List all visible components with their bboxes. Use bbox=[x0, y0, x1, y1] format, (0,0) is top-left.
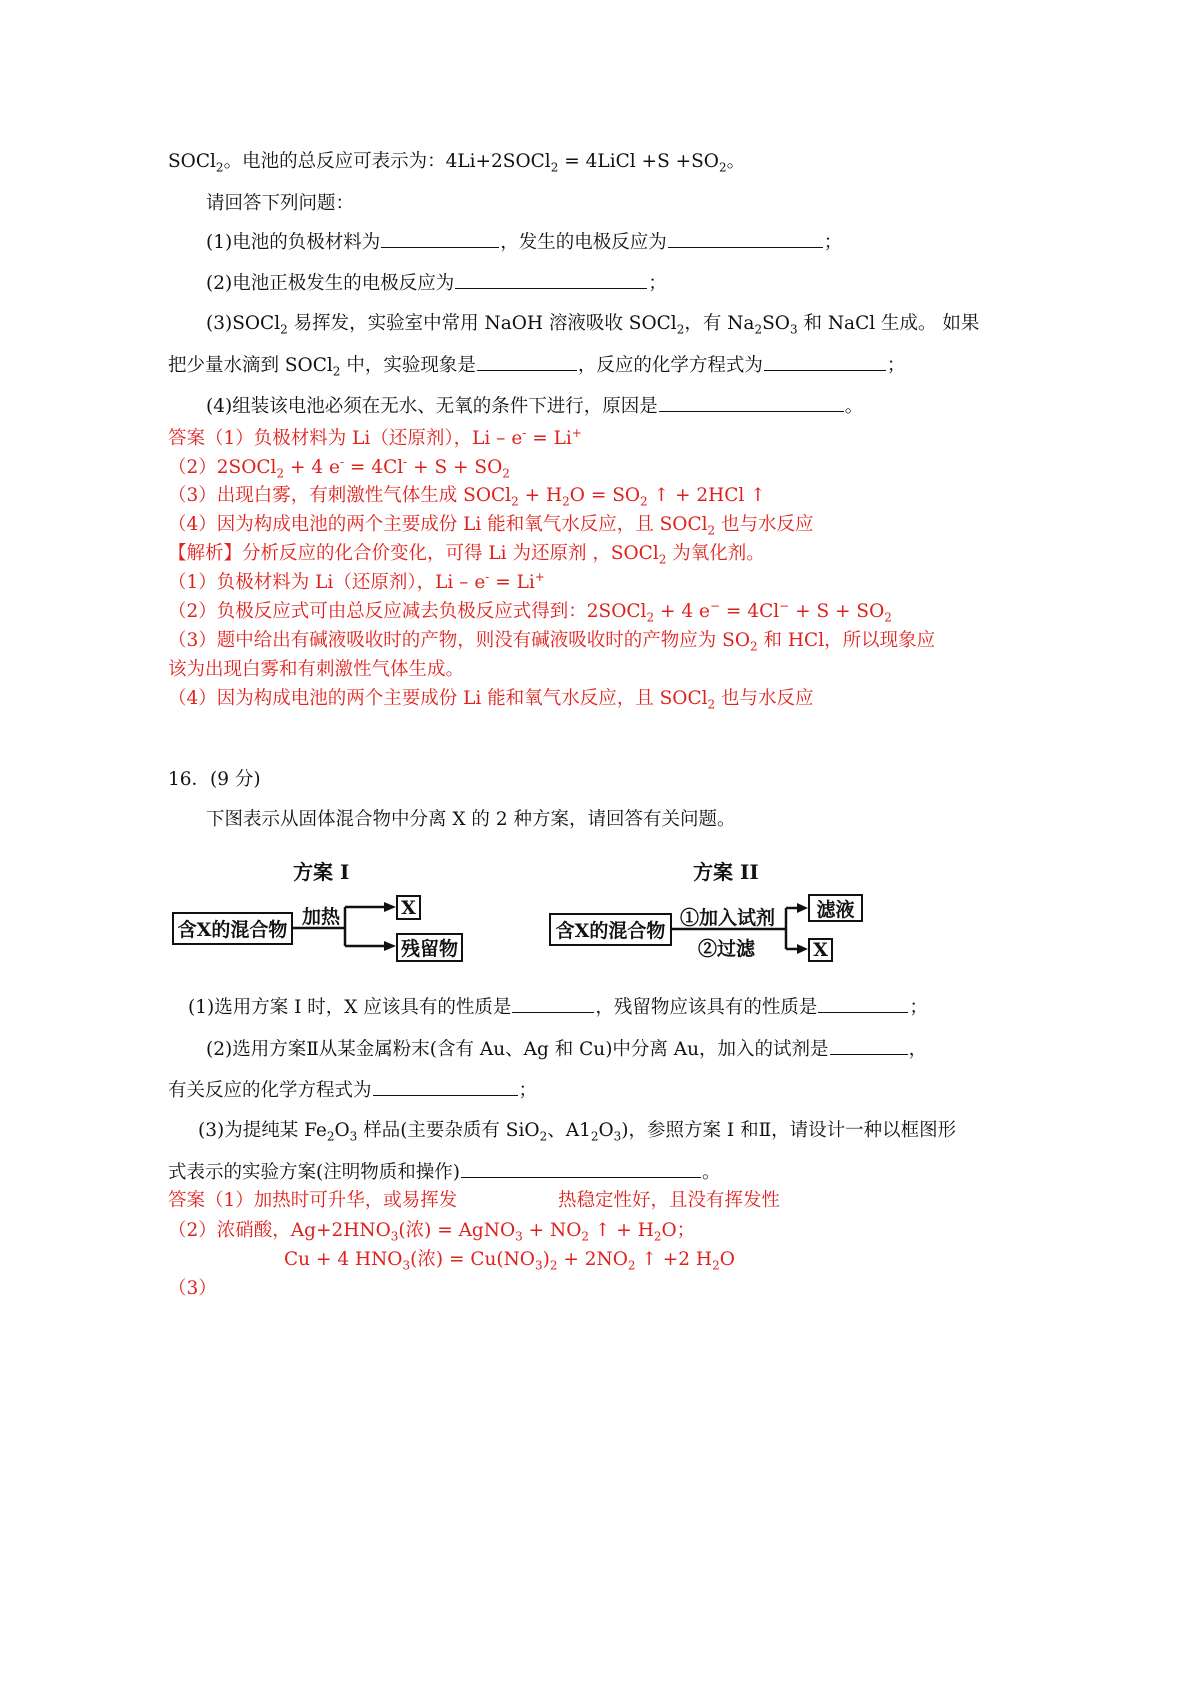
scheme2-filter-label: ②过滤 bbox=[698, 938, 756, 960]
q15-answer-line4: （4）因为构成电池的两个主要成份 Li 能和氧气水反应，且 SOCl$_2$ 也与水反应 bbox=[168, 514, 814, 538]
q16-answer-line1-right: 热稳定性好，且没有挥发性 bbox=[558, 1190, 781, 1211]
answer-blank[interactable] bbox=[461, 1160, 701, 1178]
scheme2-source-box: 含X的混合物 bbox=[549, 913, 672, 946]
q16-question-2-line1: (2)选用方案Ⅱ从某金属粉末(含有 Au、Ag 和 Cu)中分离 Au，加入的试剂是 ， bbox=[206, 1039, 928, 1060]
answer-blank[interactable] bbox=[659, 394, 844, 412]
q15-analysis-line1: 【解析】分析反应的化合价变化，可得 Li 为还原剂 ，SOCl$_2$ 为氧化剂。 bbox=[168, 543, 765, 567]
scheme2-output-x: X bbox=[808, 938, 833, 962]
q15-question-3-line1: (3)SOCl$_2$ 易挥发，实验室中常用 NaOH 溶液吸收 SOCl$_2$，有 $Na_2SO_3$ 和 NaCl 生成。 如果 bbox=[206, 313, 980, 337]
scheme1-source-box: 含X的混合物 bbox=[172, 912, 293, 945]
scheme1-title: 方案 I bbox=[293, 860, 350, 884]
q16-answer-line1: 答案（1）加热时可升华，或易挥发 bbox=[168, 1190, 458, 1211]
q16-intro: 下图表示从固体混合物中分离 X 的 2 种方案，请回答有关问题。 bbox=[206, 809, 736, 830]
answer-blank[interactable] bbox=[381, 230, 499, 248]
q15-analysis-line2: （1）负极材料为 Li（还原剂），Li – e- = Li+ bbox=[168, 569, 545, 593]
answer-blank[interactable] bbox=[455, 271, 647, 289]
answer-blank[interactable] bbox=[373, 1078, 518, 1096]
q16-question-1: (1)选用方案 I 时，X 应该具有的性质是 ，残留物应该具有的性质是 ； bbox=[188, 997, 928, 1018]
q16-answer-line4: （3） bbox=[168, 1278, 217, 1299]
answer-blank[interactable] bbox=[512, 995, 594, 1013]
q15-question-4: (4)组装该电池必须在无水、无氧的条件下进行，原因是 。 bbox=[206, 396, 864, 417]
q16-question-3-line2: 式表示的实验方案(注明物质和操作) 。 bbox=[168, 1162, 721, 1183]
q15-answer-line2: （2）2SOCl$_2$ + 4 $e^- = 4Cl^- + S + SO_2$ bbox=[168, 454, 510, 481]
q16-question-3-line1: (3)为提纯某 $Fe_2O_3$ 样品(主要杂质有 SiO$_2$、$A1_2O_3$)，参照方案 I 和Ⅱ，请设计一种以框图形 bbox=[198, 1120, 957, 1144]
q15-question-2: (2)电池正极发生的电极反应为 ； bbox=[206, 273, 667, 294]
q15-question-1: (1)电池的负极材料为 ，发生的电极反应为 ； bbox=[206, 232, 843, 253]
answer-blank[interactable] bbox=[477, 353, 577, 371]
q16-answer-line2: （2）浓硝酸，$Ag+2HNO_3$(浓) = AgNO$_3$ + $NO_2$ ↑ + $H_2O$； bbox=[168, 1220, 696, 1244]
answer-blank[interactable] bbox=[830, 1037, 908, 1055]
answer-blank[interactable] bbox=[764, 353, 886, 371]
q15-intro-line: SOCl$_2$。电池的总反应可表示为：4Li+2SOCl$_2$ = 4LiCl $+S +SO_2$。 bbox=[168, 151, 746, 175]
q16-header: 16．(9 分) bbox=[168, 769, 261, 790]
q15-prompt: 请回答下列问题： bbox=[206, 193, 355, 214]
scheme2-output-filtrate: 滤液 bbox=[808, 894, 863, 922]
scheme2-title: 方案 II bbox=[693, 860, 759, 884]
q15-analysis-line6: （4）因为构成电池的两个主要成份 Li 能和氧气水反应，且 SOCl$_2$ 也与水反应 bbox=[168, 688, 814, 712]
answer-blank[interactable] bbox=[818, 995, 908, 1013]
scheme1-heat-label: 加热 bbox=[302, 906, 341, 928]
q15-analysis-line3: （2）负极反应式可由总反应减去负极反应式得到：2SOCl$_2$ + 4 $e^- = 4Cl^- + S + SO_2$ bbox=[168, 598, 892, 625]
scheme2-reagent-label: ①加入试剂 bbox=[680, 907, 776, 929]
q16-question-2-line2: 有关反应的化学方程式为 ； bbox=[168, 1080, 538, 1101]
q16-answer-line3: Cu + 4 $HNO_3$(浓) = $Cu(NO_3)_2 + 2NO_2$ ↑ +2 $H_2O$ bbox=[284, 1249, 735, 1273]
q15-analysis-line5: 该为出现白雾和有刺激性气体生成。 bbox=[168, 659, 465, 680]
q15-answer-line1: 答案（1）负极材料为 Li（还原剂），Li – e- = Li+ bbox=[168, 425, 582, 449]
q15-analysis-line4: （3）题中给出有碱液吸收时的产物，则没有碱液吸收时的产物应为 $SO_2$ 和 HCl，所以现象应 bbox=[168, 630, 936, 654]
q15-question-3-line2: 把少量水滴到 SOCl$_2$ 中，实验现象是 ，反应的化学方程式为 ； bbox=[168, 355, 906, 379]
q15-answer-line3: （3）出现白雾，有刺激性气体生成 SOCl$_2$ + $H_2O = SO_2$ ↑ + 2HCl ↑ bbox=[168, 485, 766, 509]
scheme1-output-x: X bbox=[396, 895, 421, 920]
answer-blank[interactable] bbox=[668, 230, 823, 248]
scheme1-output-residue: 残留物 bbox=[396, 933, 463, 962]
